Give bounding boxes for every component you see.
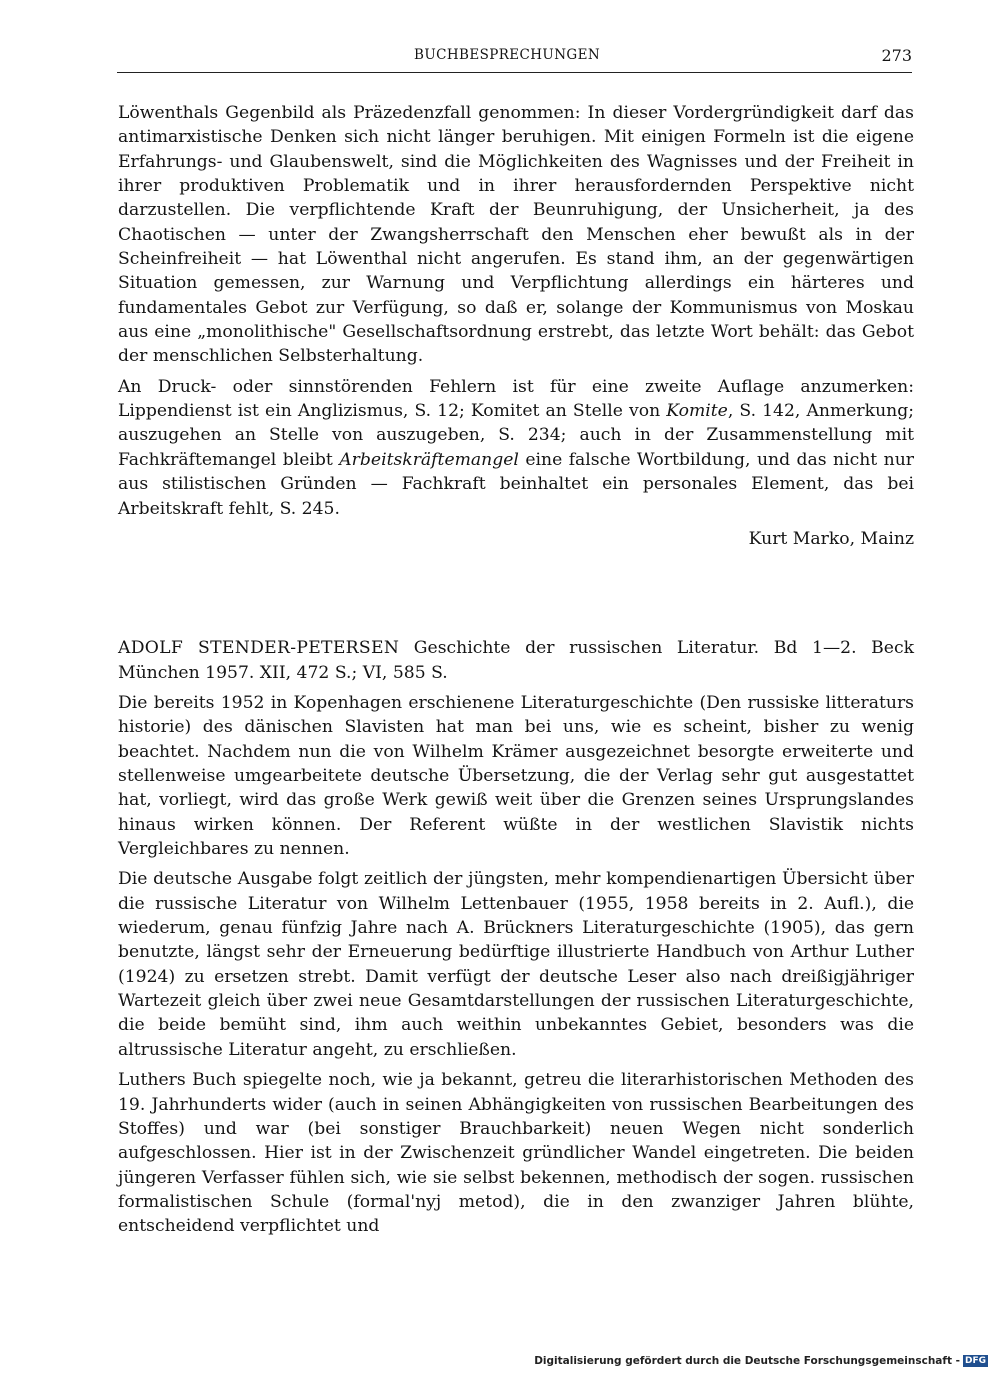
review1-paragraph-1: Löwenthals Gegenbild als Präzedenzfall genommen: In dieser Vordergründigkeit darf das antimarxistische Denken sich nicht länger beruhigen. Mit einigen Formeln ist die eigene Erfahrungs- und Glaubenswelt, sind die Möglichkeiten des Wagnisses und der Freiheit in ihrer produktiven Problematik und in ihrer herausfordernden Perspektive nicht darzustellen. Die verpflichtende Kraft der Beunruhigung, der Unsicherheit, ja des Chaotischen — unter der Zwangsherrschaft den Menschen eher bewußt als in der Scheinfreiheit — hat Löwenthal nicht angerufen. Es stand ihm, an der gegenwärtigen Situation gemessen, zur Warnung und Verpflichtung allerdings ein härteres und fundamentales Gebot zur Verfügung, so daß er, solange der Kommunismus von Moskau aus eine „monolithische" Gesellschaftsordnung erstrebt, das letzte Wort behält: das Gebot der menschlichen Selbsterhaltung.: [118, 103, 914, 367]
running-header: [117, 46, 912, 73]
page-number: 273: [881, 46, 912, 65]
review2-paragraph-2: Die deutsche Ausgabe folgt zeitlich der jüngsten, mehr kompendienartigen Übersicht über die russische Literatur von Wilhelm Lettenbauer (1955, 1958 bereits in 2. Aufl.), die wiederum, genau fünfzig Jahre nach A. Brückners Literaturgeschichte (1905), das gern benutzte, längst sehr der Erneuerung bedürftige illustrierte Handbuch von Arthur Luther (1924) zu ersetzen strebt. Damit verfügt der deutsche Leser also nach dreißigjähriger Wartezeit gleich über zwei neue Gesamtdarstellungen der russischen Literaturgeschichte, die beide bemüht sind, ihm auch weithin unbekanntes Gebiet, besonders was die altrussische Literatur angeht, zu erschließen.: [118, 869, 914, 1060]
digitization-credit: Digitalisierung gefördert durch die Deutsche Forschungsgemeinschaft -: [534, 1355, 960, 1367]
reviewer-signature: Kurt Marko, Mainz: [748, 528, 914, 549]
review2-paragraph-3: Luthers Buch spiegelte noch, wie ja bekannt, getreu die literarhistorischen Methoden des 19. Jahrhunderts wider (auch in seinen Abhängigkeiten von russischen Bearbeitungen des Stoffes) und war (bei sonstiger Brauchbarkeit) neuen Wegen nicht sonderlich aufgeschlossen. Hier ist in der Zwischenzeit gründlicher Wandel eingetreten. Die beiden jüngeren Verfasser fühlen sich, wie sie selbst bekennen, methodisch der sogen. russischen formalistischen Schule (formal'nyj metod), die in den zwanziger Jahren blühte, entscheidend verpflichtet und: [118, 1070, 914, 1237]
review-stender-petersen: [118, 636, 914, 1239]
review1-paragraph-2: An Druck- oder sinnstörenden Fehlern ist für eine zweite Auflage anzumerken: Lippendienst ist ein Anglizismus, S. 12; Komitet an Stelle von Komite, S. 142, Anmerkung; auszugehen an Stelle von auszugeben, S. 234; auch in der Zusammenstellung mit Fachkräftemangel bleibt Arbeitskräftemangel eine falsche Wortbildung, und das nicht nur aus stilistischen Gründen — Fachkraft beinhaltet ein personales Element, das bei Arbeitskraft fehlt, S. 245.: [118, 376, 914, 519]
review2-author: ADOLF STENDER-PETERSEN: [118, 638, 400, 658]
review2-heading: [118, 636, 914, 685]
review2-paragraph-1: Die bereits 1952 in Kopenhagen erschienene Literaturgeschichte (Den russiske litteraturs historie) des dänischen Slavisten hat man bei uns, wie es scheint, bisher zu wenig beachtet. Nachdem nun die von Wilhelm Krämer ausgezeichnet besorgte erweiterte und stellenweise umgearbeitete deutsche Übersetzung, die der Verlag sehr gut ausgestattet hat, vorliegt, wird das große Werk gewiß weit über die Grenzen seines Ursprungslandes hinaus wirken können. Der Referent wüßte in der westlichen Slavistik nichts Vergleichbares zu nennen.: [118, 693, 914, 860]
dfg-logo: DFG: [964, 1356, 986, 1366]
review2-book-details: Geschichte der russischen Literatur. Bd 1—2. Beck München 1957. XII, 472 S.; VI, 585 S.: [118, 638, 914, 683]
digitization-footer: [534, 1355, 988, 1367]
running-title: BUCHBESPRECHUNGEN: [414, 47, 601, 63]
review-continued: [118, 101, 914, 551]
